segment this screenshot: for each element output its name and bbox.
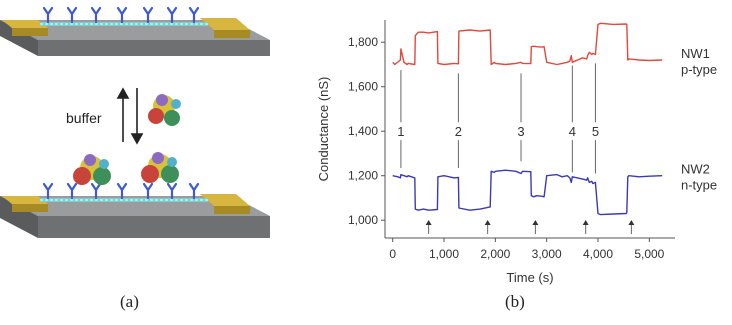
x-tick-label: 5,000 (634, 247, 665, 261)
series-label-type: p-type (681, 62, 718, 78)
x-tick-label: 3,000 (531, 247, 562, 261)
x-axis-label: Time (s) (506, 270, 554, 285)
event-marker-label: 3 (517, 124, 525, 140)
device-illustration (0, 0, 300, 320)
series-line-nw1 (393, 23, 663, 64)
receptor-icons (44, 8, 198, 22)
caption-a: (a) (120, 292, 139, 311)
y-tick-label: 1,400 (347, 124, 378, 139)
chart-series (393, 23, 663, 214)
series-label-type: n-type (681, 177, 718, 193)
chart-labels (681, 46, 717, 193)
panel-a (0, 0, 300, 320)
arrow-marker-head (628, 220, 634, 225)
event-marker-label: 4 (568, 124, 576, 140)
series-line-nw2 (393, 170, 663, 214)
nanowire-device-bottom (0, 152, 270, 238)
arrow-label: buffer (66, 110, 102, 126)
caption-b: (b) (505, 292, 525, 311)
event-marker-label: 2 (454, 124, 463, 140)
chart-axes (316, 20, 675, 285)
protein-molecule-icon (148, 94, 181, 126)
arrow-marker-head (485, 220, 491, 225)
y-tick-label: 1,000 (347, 213, 378, 228)
nanowire-device-top (0, 8, 270, 56)
exchange-arrows-icon (118, 88, 142, 143)
event-markers (397, 63, 634, 234)
arrow-marker-head (426, 220, 432, 225)
y-tick-label: 1,600 (347, 79, 378, 94)
series-label-name: NW2 (681, 161, 710, 177)
arrow-marker-head (532, 220, 538, 225)
event-marker-label: 5 (591, 124, 600, 140)
x-tick-label: 4,000 (582, 247, 614, 261)
conductance-chart (300, 0, 732, 290)
bound-protein-icon (141, 152, 179, 183)
x-tick-label: 0 (389, 247, 397, 261)
y-tick-label: 1,200 (347, 168, 378, 183)
bound-protein-icon (73, 154, 111, 185)
x-tick-label: 1,000 (429, 247, 460, 261)
y-axis-label: Conductance (nS) (316, 76, 331, 182)
y-tick-label: 1,800 (347, 35, 378, 50)
event-marker-label: 1 (397, 124, 405, 140)
arrow-marker-head (583, 220, 589, 225)
x-tick-label: 2,000 (480, 247, 511, 261)
panel-b (300, 0, 732, 320)
series-label-name: NW1 (681, 46, 710, 62)
